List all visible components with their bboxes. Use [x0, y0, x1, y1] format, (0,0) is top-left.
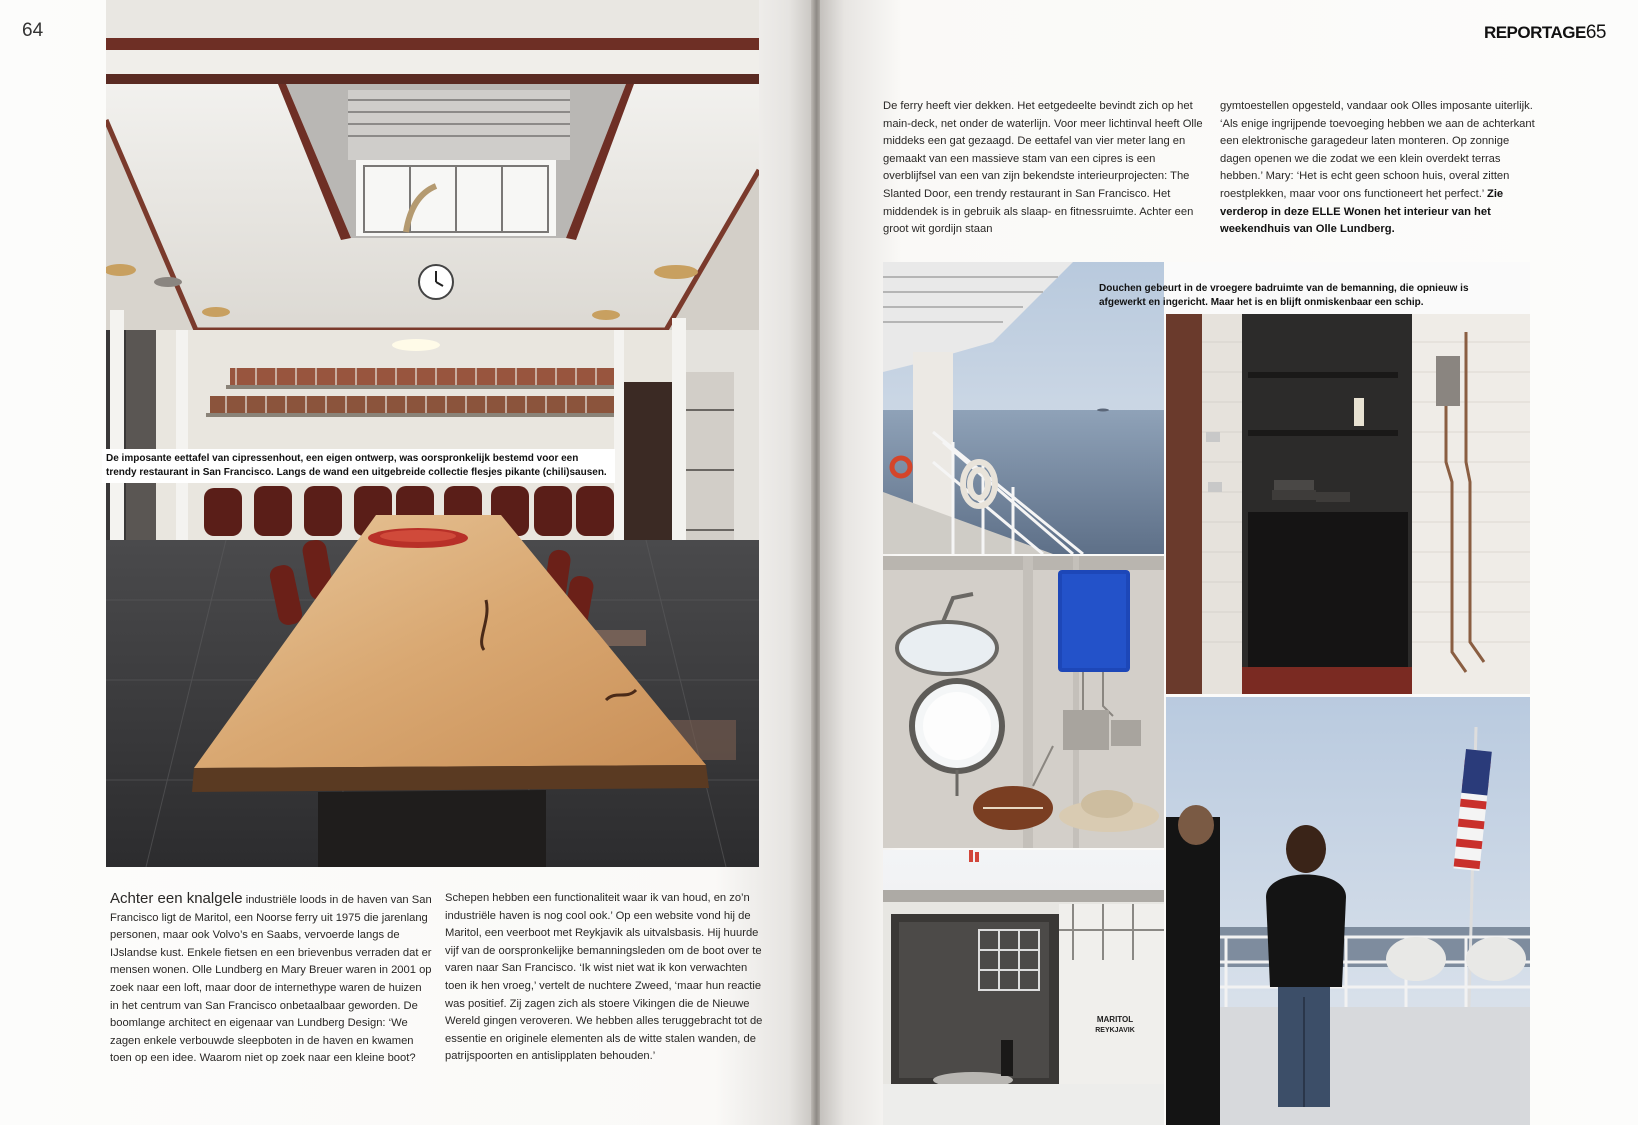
dining-table-photo	[106, 0, 759, 867]
ship-name-text: MARITOL	[1096, 1015, 1134, 1024]
right-column-2-crossref: Zie verderop in deze ELLE Wonen het interieur van het weekendhuis van Olle Lundberg.	[1220, 187, 1504, 236]
article-lead-in: Achter een knalgele	[110, 890, 243, 907]
left-column-2-text: Schepen hebben een functionaliteit waar ik van houd, en zo’n industriële haven is nog cool ook.’ Op een website vond hij de Maritol, een veerboot met Reykjavik als uitvalsbasis. Hij huurde vijf van de oorspronkelijke bemanningsleden om de boot over te varen naar San Francisco. ‘Ik wist niet wat ik kon verwachten toen ik hen vroeg,’ vertelt de nuchtere Zweed, ‘maar hun reactie was positief. Zij zagen zich als stoere Vikingen die de Nieuwe Wereld gingen veroveren. We hebben alles teruggebracht tot de essentie en originele elementen als de witte stalen wanden, de patrijspoorten en antislipplaten behouden.’	[445, 892, 763, 1063]
section-folio	[1484, 22, 1606, 44]
deck-people-flag-photo	[1166, 697, 1530, 1125]
shower-photo-caption: Douchen gebeurt in de vroegere badruimte van de bemanning, die opnieuw is afgewerkt en ingericht. Maar het is en blijft onmiskenbaar een schip.	[1099, 283, 1469, 308]
section-label: REPORTAGE	[1483, 23, 1586, 42]
left-page	[0, 0, 813, 1125]
right-column-2	[1220, 98, 1538, 239]
ship-home-port-text: REYKJAVIK	[1095, 1027, 1135, 1034]
right-column-1-text: De ferry heeft vier dekken. Het eetgedeelte bevindt zich op het main-deck, net onder de waterlijn. Voor meer lichtinval heeft Olle middeks een gat gezaagd. De eettafel van vier meter lang en gemaakt van een massieve stam van een cipres is een overblijfsel van een van zijn bekendste interieurprojecten: The Slanted Door, een trendy restaurant in San Francisco. Het middendek is in gebruik als slaap- en fitnessruimte. Achter een groot wit gordijn staan	[883, 100, 1203, 236]
page-number-left: 64	[22, 20, 44, 41]
dining-photo-caption: De imposante eettafel van cipressenhout, een eigen ontwerp, was oorspronkelijk bestemd voor een trendy restaurant in San Francisco. Langs de wand een uitgebreide collectie flesjes pikante (chili)sausen.	[102, 449, 615, 483]
shower-room-photo	[1166, 262, 1530, 694]
porthole-detail-photo	[883, 556, 1164, 848]
left-column-1	[110, 890, 432, 1068]
page-number-right: 65	[1585, 22, 1606, 43]
right-column-2-text: gymtoestellen opgesteld, vandaar ook Olles imposante uiterlijk. ‘Als enige ingrijpende toevoeging hebben we aan de achterkant een elektronische garagedeur laten monteren. Op zonnige dagen openen we die zodat we een klein overdekt terras hebben.’ Mary: ‘Het is echt geen schoon huis, overal zitten roestplekken, maar voor ons functioneert het perfect.’	[1220, 100, 1535, 200]
left-column-1-text: industriële loods in de haven van San Francisco ligt de Maritol, een Noorse ferry uit 1975 die jarenlang personen, maar ook Volvo’s en Saabs, vervoerde langs de IJslandse kust. Enkele fietsen en een brievenbus verraden dat er mensen wonen. Olle Lundberg en Mary Breuer waren in 2001 op zoek naar een loft, maar door de internethype waren de huizen in het centrum van San Francisco onbetaalbaar geworden. De boomlange architect en eigenaar van Lundberg Design: ‘We zagen enkele verbouwde sleepboten in de haven en kwamen toen op een idee. Waarom niet op zoek naar een kleine boot?	[110, 894, 432, 1065]
ferry-stern-photo	[883, 850, 1164, 1125]
right-page	[820, 0, 1638, 1125]
left-column-2	[445, 890, 763, 1066]
right-column-1	[883, 98, 1203, 239]
